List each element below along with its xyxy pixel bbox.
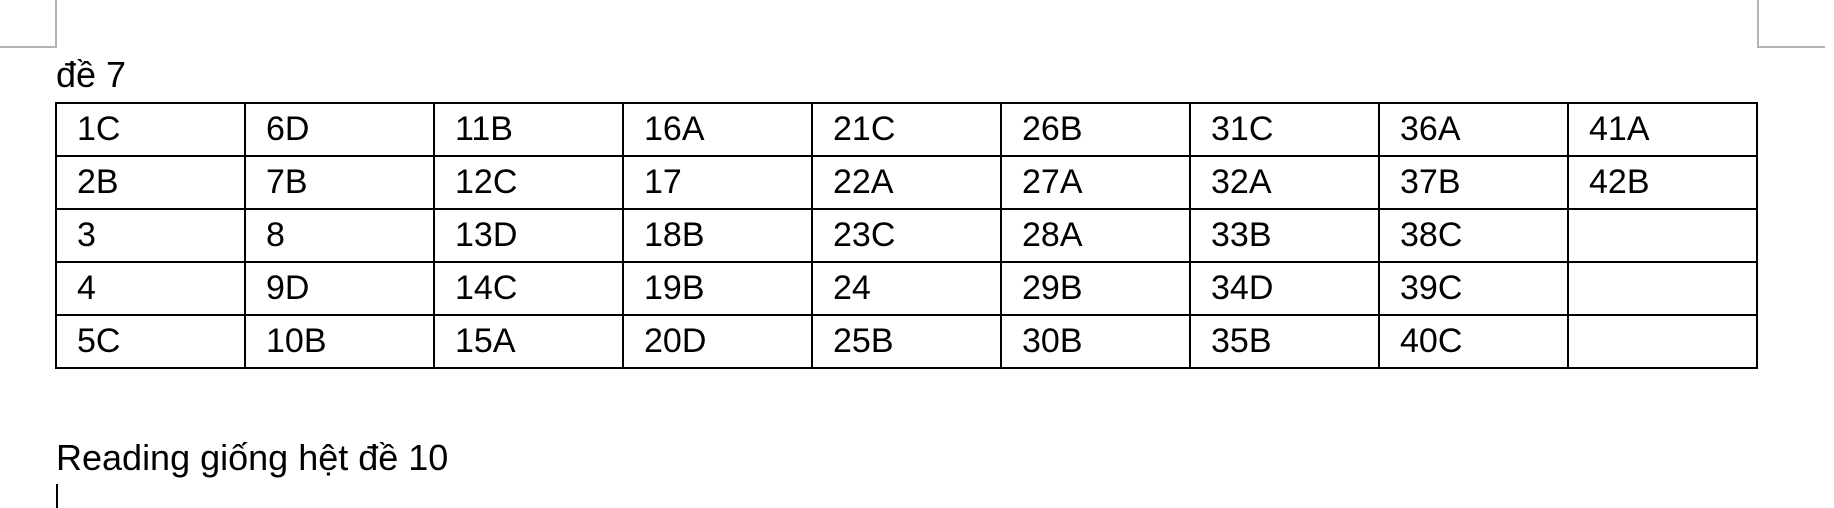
table-cell[interactable]: 33B <box>1190 209 1379 262</box>
table-row <box>56 156 1757 209</box>
table-cell[interactable]: 31C <box>1190 103 1379 156</box>
table-cell[interactable] <box>1568 209 1757 262</box>
table-cell[interactable]: 23C <box>812 209 1001 262</box>
table-cell[interactable]: 42B <box>1568 156 1757 209</box>
table-cell[interactable]: 41A <box>1568 103 1757 156</box>
text-cursor <box>56 484 58 508</box>
table-cell[interactable]: 4 <box>56 262 245 315</box>
section-heading[interactable]: đề 7 <box>56 54 127 95</box>
table-cell[interactable]: 25B <box>812 315 1001 368</box>
table-cell[interactable]: 10B <box>245 315 434 368</box>
table-cell[interactable]: 22A <box>812 156 1001 209</box>
table-cell[interactable]: 38C <box>1379 209 1568 262</box>
table-cell[interactable]: 30B <box>1001 315 1190 368</box>
table-cell[interactable]: 5C <box>56 315 245 368</box>
crop-mark-top-right <box>1757 0 1825 48</box>
table-cell[interactable]: 39C <box>1379 262 1568 315</box>
table-cell[interactable]: 40C <box>1379 315 1568 368</box>
table-cell[interactable]: 26B <box>1001 103 1190 156</box>
table-cell[interactable]: 37B <box>1379 156 1568 209</box>
table-cell[interactable]: 28A <box>1001 209 1190 262</box>
table-cell[interactable]: 29B <box>1001 262 1190 315</box>
table-cell[interactable]: 35B <box>1190 315 1379 368</box>
table-cell[interactable]: 17 <box>623 156 812 209</box>
table-cell[interactable]: 36A <box>1379 103 1568 156</box>
body-paragraph[interactable]: Reading giống hệt đề 10 <box>56 437 449 478</box>
table-cell[interactable]: 3 <box>56 209 245 262</box>
table-row <box>56 315 1757 368</box>
table-cell[interactable] <box>1568 315 1757 368</box>
table-cell[interactable]: 24 <box>812 262 1001 315</box>
table-cell[interactable]: 8 <box>245 209 434 262</box>
table-cell[interactable]: 12C <box>434 156 623 209</box>
table-cell[interactable]: 20D <box>623 315 812 368</box>
table-cell[interactable]: 2B <box>56 156 245 209</box>
table-row <box>56 209 1757 262</box>
table-cell[interactable]: 6D <box>245 103 434 156</box>
table-cell[interactable]: 18B <box>623 209 812 262</box>
table-cell[interactable]: 15A <box>434 315 623 368</box>
table-cell[interactable]: 16A <box>623 103 812 156</box>
table-row <box>56 262 1757 315</box>
answer-key-table[interactable] <box>55 102 1758 369</box>
table-cell[interactable]: 19B <box>623 262 812 315</box>
table-cell[interactable] <box>1568 262 1757 315</box>
table-cell[interactable]: 32A <box>1190 156 1379 209</box>
table-cell[interactable]: 1C <box>56 103 245 156</box>
table-cell[interactable]: 21C <box>812 103 1001 156</box>
table-cell[interactable]: 34D <box>1190 262 1379 315</box>
table-cell[interactable]: 14C <box>434 262 623 315</box>
table-cell[interactable]: 11B <box>434 103 623 156</box>
table-cell[interactable]: 27A <box>1001 156 1190 209</box>
crop-mark-top-left <box>0 0 57 48</box>
table-cell[interactable]: 13D <box>434 209 623 262</box>
table-cell[interactable]: 9D <box>245 262 434 315</box>
table-row <box>56 103 1757 156</box>
table-cell[interactable]: 7B <box>245 156 434 209</box>
